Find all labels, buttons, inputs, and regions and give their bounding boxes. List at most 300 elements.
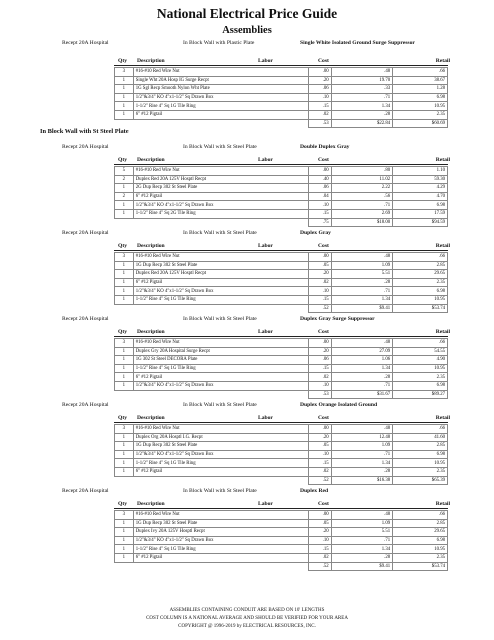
item-cost: 1.09 (331, 261, 393, 270)
column-header-cost: Cost (318, 58, 329, 64)
item-qty: 2 (115, 175, 134, 184)
item-retail: 4.90 (393, 356, 448, 365)
item-qty: 1 (115, 364, 134, 373)
item-qty: 1 (115, 519, 134, 528)
item-qty: 1 (115, 209, 134, 218)
group-heading: In Block Wall with St Steel Plate (40, 128, 129, 135)
table-row (115, 381, 448, 390)
total-spacer (133, 304, 308, 313)
column-header-description: Description (137, 415, 165, 421)
item-labor: .06 (308, 356, 331, 365)
item-labor: .00 (308, 167, 331, 176)
item-qty: 1 (115, 528, 134, 537)
item-labor: .10 (308, 450, 331, 459)
item-cost: .71 (331, 201, 393, 210)
item-qty: 2 (115, 192, 134, 201)
item-description: 1-1/2" Rise 4" Sq 1G Tile Ring (133, 102, 308, 111)
item-description: 2G Dup Recp 302 St Steel Plate (133, 184, 308, 193)
item-labor: .02 (308, 278, 331, 287)
item-retail: 2.35 (393, 467, 448, 476)
item-description: #16-#10 Red Wire Nut (133, 425, 308, 434)
item-cost: .71 (331, 450, 393, 459)
item-retail: 2.85 (393, 261, 448, 270)
item-labor: .05 (308, 519, 331, 528)
item-labor: .10 (308, 536, 331, 545)
table-row (115, 76, 448, 85)
item-cost: 2.69 (331, 209, 393, 218)
item-cost: .71 (331, 381, 393, 390)
table-row (115, 175, 448, 184)
item-labor: .15 (308, 102, 331, 111)
item-description: 1-1/2" Rise 4" Sq 1G Tile Ring (133, 545, 308, 554)
item-labor: .10 (308, 287, 331, 296)
total-spacer (115, 304, 134, 313)
section-type: Duplex Red (300, 488, 329, 494)
item-labor: .04 (308, 192, 331, 201)
total-spacer (133, 218, 308, 227)
item-cost: .28 (331, 373, 393, 382)
item-cost: .80 (331, 167, 393, 176)
item-cost: 1.34 (331, 102, 393, 111)
table-row (115, 201, 448, 210)
item-labor: .40 (308, 175, 331, 184)
section-context: In Block Wall with Plastic Plate (183, 40, 255, 46)
total-spacer (133, 119, 308, 128)
table-row (115, 339, 448, 348)
item-labor: .10 (308, 381, 331, 390)
item-retail: 17.59 (393, 209, 448, 218)
item-retail: .66 (393, 339, 448, 348)
table-row (115, 68, 448, 77)
item-cost: .28 (331, 110, 393, 119)
item-labor: .06 (308, 85, 331, 94)
item-retail: 1.28 (393, 85, 448, 94)
total-retail: $53.74 (393, 562, 448, 571)
page-subtitle: Assemblies (222, 25, 272, 36)
item-description: Duplex Red 20A 125V Hosptl Recpt (133, 270, 308, 279)
item-retail: 6.98 (393, 93, 448, 102)
table-row (115, 545, 448, 554)
item-retail: 10.95 (393, 545, 448, 554)
item-cost: 12.48 (331, 433, 393, 442)
total-cost: $18.00 (331, 218, 393, 227)
column-header-qty: Qty (118, 58, 128, 64)
total-labor: .75 (308, 218, 331, 227)
item-labor: .05 (308, 261, 331, 270)
item-retail: 54.55 (393, 347, 448, 356)
item-cost: 1.34 (331, 545, 393, 554)
item-cost: 5.51 (331, 270, 393, 279)
total-spacer (133, 476, 308, 485)
item-cost: .33 (331, 85, 393, 94)
item-description: 1-1/2" Rise 4" Sq 2G Tile Ring (133, 209, 308, 218)
item-retail: 6.98 (393, 201, 448, 210)
item-qty: 1 (115, 373, 134, 382)
item-description: Duplex Red 20A 125V Hosptl Recpt (133, 175, 308, 184)
item-labor: .02 (308, 467, 331, 476)
column-header-retail: Retail (435, 58, 450, 64)
item-description: #16-#10 Red Wire Nut (133, 68, 308, 77)
total-labor: .52 (308, 476, 331, 485)
item-description: 1G 302 St Steel DECORA Plate (133, 356, 308, 365)
item-retail: 59.30 (393, 175, 448, 184)
total-retail: $65.39 (393, 476, 448, 485)
column-header-labor: Labor (258, 58, 273, 64)
item-qty: 1 (115, 381, 134, 390)
footer-line: COPYRIGHT @ 1996-2019 by ELECTRICAL RESOURCES, INC. (178, 624, 316, 629)
section-receptacle: Recept 20A Hospital (62, 230, 109, 236)
item-cost: 1.09 (331, 519, 393, 528)
item-retail: 2.35 (393, 110, 448, 119)
column-header-labor: Labor (258, 501, 273, 507)
item-description: 1G Dup Recp 302 St Steel Plate (133, 442, 308, 451)
item-description: 6" #12 Pigtail (133, 110, 308, 119)
item-description: 1/2"&3/4" KO 4"x1-1/2" Sq Drawn Box (133, 381, 308, 390)
column-header-labor: Labor (258, 243, 273, 249)
item-description: 1/2"&3/4" KO 4"x1-1/2" Sq Drawn Box (133, 287, 308, 296)
total-cost: $9.41 (331, 304, 393, 313)
section-context: In Block Wall with St Steel Plate (183, 230, 257, 236)
table-row (115, 295, 448, 304)
item-labor: .02 (308, 373, 331, 382)
item-description: 1-1/2" Rise 4" Sq 1G Tile Ring (133, 295, 308, 304)
item-retail: 2.35 (393, 278, 448, 287)
table-row (115, 253, 448, 262)
item-qty: 1 (115, 270, 134, 279)
item-labor: .02 (308, 110, 331, 119)
item-description: #16-#10 Red Wire Nut (133, 339, 308, 348)
table-row (115, 536, 448, 545)
item-retail: 10.95 (393, 295, 448, 304)
item-description: Duplex Gry 20A Hospital Surge Recpt (133, 347, 308, 356)
column-header-description: Description (137, 501, 165, 507)
items-table (114, 252, 448, 313)
item-qty: 1 (115, 467, 134, 476)
item-qty: 1 (115, 184, 134, 193)
item-labor: .05 (308, 442, 331, 451)
footer-line: ASSEMBLIES CONTAINING CONDUIT ARE BASED ON 10' LENGTHS (169, 608, 325, 613)
item-qty: 1 (115, 110, 134, 119)
item-qty: 1 (115, 85, 134, 94)
table-row (115, 459, 448, 468)
column-header-cost: Cost (318, 329, 329, 335)
item-description: 6" #12 Pigtail (133, 553, 308, 562)
item-cost: 1.34 (331, 295, 393, 304)
footer-line: COST COLUMN IS A NATIONAL AVERAGE AND SHOULD BE VERIFIED FOR YOUR AREA (146, 616, 348, 621)
item-description: #16-#10 Red Wire Nut (133, 253, 308, 262)
item-description: Duplex Org 20A Hosptl I.G. Recpt (133, 433, 308, 442)
table-row (115, 93, 448, 102)
total-cost: $9.41 (331, 562, 393, 571)
item-description: #16-#10 Red Wire Nut (133, 511, 308, 520)
item-qty: 1 (115, 201, 134, 210)
item-description: 1/2"&3/4" KO 4"x1-1/2" Sq Drawn Box (133, 93, 308, 102)
item-description: 1G Dup Recp 302 St Steel Plate (133, 261, 308, 270)
item-qty: 1 (115, 433, 134, 442)
item-description: 1G Dup Recp 302 St Steel Plate (133, 519, 308, 528)
column-header-qty: Qty (118, 415, 128, 421)
item-cost: .48 (331, 339, 393, 348)
item-labor: .20 (308, 76, 331, 85)
item-cost: 1.09 (331, 442, 393, 451)
item-qty: 1 (115, 287, 134, 296)
section-type: Duplex Gray Surge Suppressor (300, 316, 375, 322)
table-row (115, 184, 448, 193)
item-retail: 2.35 (393, 373, 448, 382)
total-spacer (115, 218, 134, 227)
total-cost: $31.67 (331, 390, 393, 399)
item-retail: 38.67 (393, 76, 448, 85)
item-labor: .15 (308, 209, 331, 218)
item-retail: .66 (393, 425, 448, 434)
item-cost: .56 (331, 192, 393, 201)
table-row (115, 511, 448, 520)
total-spacer (115, 562, 134, 571)
item-cost: .48 (331, 425, 393, 434)
item-retail: .66 (393, 253, 448, 262)
column-header-retail: Retail (435, 243, 450, 249)
item-description: Single Wht 20A Hosp IG Surge Recpt (133, 76, 308, 85)
section-context: In Block Wall with St Steel Plate (183, 488, 257, 494)
item-description: 1G Sgl Recp Smooth Nylon Wht Plate (133, 85, 308, 94)
item-cost: 27.09 (331, 347, 393, 356)
item-retail: 6.98 (393, 536, 448, 545)
item-retail: 1.10 (393, 167, 448, 176)
header-rule (114, 65, 448, 66)
item-qty: 1 (115, 76, 134, 85)
item-qty: 1 (115, 347, 134, 356)
item-qty: 3 (115, 425, 134, 434)
item-labor: .00 (308, 511, 331, 520)
item-qty: 1 (115, 278, 134, 287)
item-qty: 3 (115, 253, 134, 262)
table-row (115, 209, 448, 218)
item-labor: .15 (308, 459, 331, 468)
item-cost: .71 (331, 536, 393, 545)
item-description: 6" #12 Pigtail (133, 278, 308, 287)
item-description: #16-#10 Red Wire Nut (133, 167, 308, 176)
total-row (115, 562, 448, 571)
item-labor: .20 (308, 528, 331, 537)
total-spacer (115, 476, 134, 485)
total-labor: .52 (308, 304, 331, 313)
section-context: In Block Wall with St Steel Plate (183, 144, 257, 150)
total-retail: $53.74 (393, 304, 448, 313)
total-labor: .52 (308, 562, 331, 571)
header-rule (114, 422, 448, 423)
column-header-description: Description (137, 243, 165, 249)
item-labor: .20 (308, 270, 331, 279)
item-retail: 41.60 (393, 433, 448, 442)
item-qty: 1 (115, 459, 134, 468)
item-description: 1/2"&3/4" KO 4"x1-1/2" Sq Drawn Box (133, 536, 308, 545)
column-header-cost: Cost (318, 415, 329, 421)
column-header-labor: Labor (258, 157, 273, 163)
item-labor: .10 (308, 201, 331, 210)
item-cost: 1.06 (331, 356, 393, 365)
header-rule (114, 250, 448, 251)
section-type: Duplex Orange Isolated Ground (300, 402, 378, 408)
table-row (115, 442, 448, 451)
column-header-cost: Cost (318, 501, 329, 507)
item-qty: 5 (115, 167, 134, 176)
column-header-qty: Qty (118, 329, 128, 335)
column-header-description: Description (137, 157, 165, 163)
items-table (114, 510, 448, 571)
column-header-qty: Qty (118, 157, 128, 163)
table-row (115, 287, 448, 296)
section-type: Single White Isolated Ground Surge Suppressor (300, 40, 415, 46)
section-receptacle: Recept 20A Hospital (62, 488, 109, 494)
section-context: In Block Wall with St Steel Plate (183, 402, 257, 408)
item-retail: .66 (393, 511, 448, 520)
column-header-cost: Cost (318, 243, 329, 249)
item-cost: .71 (331, 287, 393, 296)
column-header-retail: Retail (435, 157, 450, 163)
item-cost: 11.02 (331, 175, 393, 184)
table-row (115, 425, 448, 434)
section-type: Duplex Gray (300, 230, 331, 236)
item-labor: .00 (308, 339, 331, 348)
item-retail: 2.35 (393, 553, 448, 562)
table-row (115, 553, 448, 562)
section-receptacle: Recept 20A Hospital (62, 402, 109, 408)
table-row (115, 433, 448, 442)
total-row (115, 218, 448, 227)
table-row (115, 347, 448, 356)
table-row (115, 450, 448, 459)
total-retail: $89.27 (393, 390, 448, 399)
item-labor: .20 (308, 347, 331, 356)
item-retail: 2.85 (393, 442, 448, 451)
column-header-cost: Cost (318, 157, 329, 163)
item-qty: 1 (115, 102, 134, 111)
item-description: 6" #12 Pigtail (133, 373, 308, 382)
item-labor: .02 (308, 553, 331, 562)
item-qty: 1 (115, 295, 134, 304)
table-row (115, 167, 448, 176)
table-row (115, 110, 448, 119)
item-cost: .48 (331, 511, 393, 520)
items-table (114, 338, 448, 399)
table-row (115, 278, 448, 287)
item-cost: .28 (331, 467, 393, 476)
item-retail: 4.29 (393, 184, 448, 193)
total-spacer (133, 390, 308, 399)
total-spacer (115, 119, 134, 128)
total-row (115, 119, 448, 128)
total-labor: .53 (308, 119, 331, 128)
table-row (115, 270, 448, 279)
column-header-qty: Qty (118, 243, 128, 249)
item-qty: 1 (115, 356, 134, 365)
table-row (115, 192, 448, 201)
table-row (115, 85, 448, 94)
column-header-retail: Retail (435, 329, 450, 335)
total-row (115, 476, 448, 485)
total-row (115, 390, 448, 399)
item-retail: 10.95 (393, 459, 448, 468)
column-header-qty: Qty (118, 501, 128, 507)
item-qty: 1 (115, 545, 134, 554)
column-header-retail: Retail (435, 501, 450, 507)
section-type: Double Duplex Gray (300, 144, 350, 150)
total-spacer (115, 390, 134, 399)
item-labor: .00 (308, 68, 331, 77)
column-header-description: Description (137, 329, 165, 335)
table-row (115, 102, 448, 111)
item-labor: .06 (308, 184, 331, 193)
column-header-labor: Labor (258, 415, 273, 421)
header-rule (114, 336, 448, 337)
section-receptacle: Recept 20A Hospital (62, 316, 109, 322)
item-cost: .28 (331, 278, 393, 287)
table-row (115, 373, 448, 382)
total-cost: $22.84 (331, 119, 393, 128)
item-retail: 29.65 (393, 528, 448, 537)
item-labor: .10 (308, 93, 331, 102)
table-row (115, 261, 448, 270)
page-title: National Electrical Price Guide (156, 6, 338, 21)
item-qty: 3 (115, 68, 134, 77)
item-cost: .28 (331, 553, 393, 562)
total-spacer (133, 562, 308, 571)
table-row (115, 519, 448, 528)
item-description: 6" #12 Pigtail (133, 467, 308, 476)
item-retail: 2.85 (393, 519, 448, 528)
item-cost: .71 (331, 93, 393, 102)
item-labor: .15 (308, 295, 331, 304)
item-cost: 2.22 (331, 184, 393, 193)
item-retail: 6.98 (393, 450, 448, 459)
item-qty: 1 (115, 93, 134, 102)
item-retail: 10.95 (393, 102, 448, 111)
item-cost: 5.51 (331, 528, 393, 537)
item-retail: 10.95 (393, 364, 448, 373)
item-retail: .66 (393, 68, 448, 77)
items-table (114, 67, 448, 128)
item-retail: 29.65 (393, 270, 448, 279)
item-description: 1/2"&3/4" KO 4"x1-1/2" Sq Drawn Box (133, 450, 308, 459)
item-labor: .15 (308, 545, 331, 554)
item-cost: 1.34 (331, 459, 393, 468)
item-labor: .00 (308, 425, 331, 434)
items-table (114, 166, 448, 227)
item-cost: .48 (331, 253, 393, 262)
item-cost: 1.34 (331, 364, 393, 373)
item-qty: 3 (115, 511, 134, 520)
item-qty: 1 (115, 450, 134, 459)
item-labor: .00 (308, 253, 331, 262)
item-labor: .20 (308, 433, 331, 442)
item-qty: 1 (115, 261, 134, 270)
total-labor: .53 (308, 390, 331, 399)
item-description: 1-1/2" Rise 4" Sq 1G Tile Ring (133, 459, 308, 468)
item-retail: 6.98 (393, 381, 448, 390)
item-description: Duplex Ivy 20A 125V Hosptl Recpt (133, 528, 308, 537)
section-receptacle: Recept 20A Hospital (62, 40, 109, 46)
header-rule (114, 164, 448, 165)
item-qty: 1 (115, 553, 134, 562)
total-row (115, 304, 448, 313)
item-qty: 1 (115, 442, 134, 451)
table-row (115, 528, 448, 537)
column-header-description: Description (137, 58, 165, 64)
table-row (115, 467, 448, 476)
item-qty: 1 (115, 536, 134, 545)
items-table (114, 424, 448, 485)
column-header-labor: Labor (258, 329, 273, 335)
